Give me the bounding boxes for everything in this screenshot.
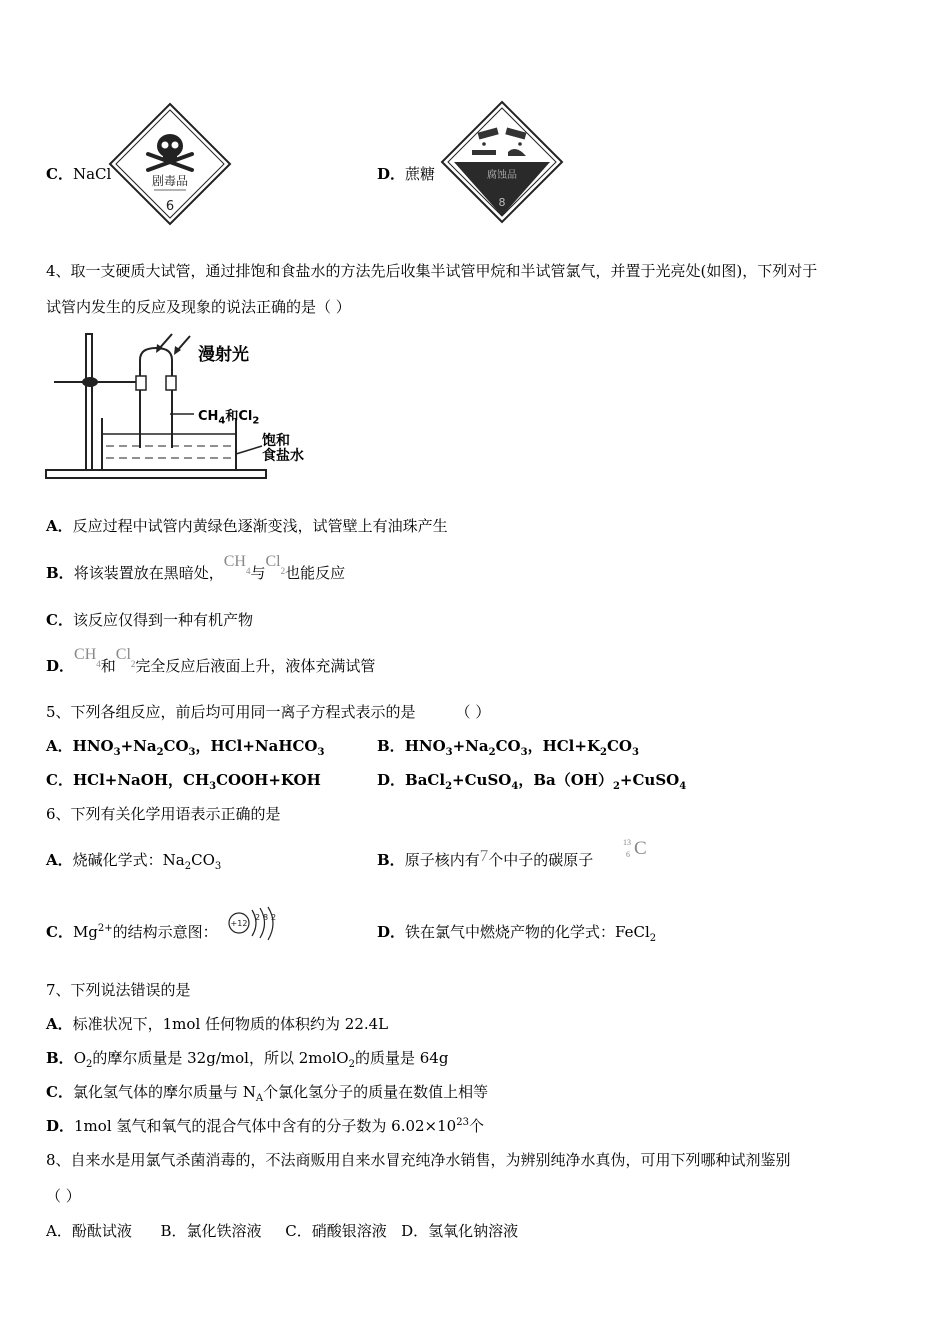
q7-option-d: D．1mol 氢气和氧气的混合气体中含有的分子数为 $6.02\times 10^{23}$个 — [46, 1117, 484, 1135]
shell-3-electrons: 2 — [271, 913, 277, 922]
corrosive-hazard-sign — [440, 100, 564, 224]
q4-apparatus-figure — [44, 330, 344, 492]
q4-option-c: C．该反应仅得到一种有机产物 — [46, 611, 253, 629]
q7-option-b: B．$O_2$的摩尔质量是 32g/mol，所以 2molO$_2$的质量是 64g — [46, 1049, 449, 1070]
option-label: D． — [377, 165, 406, 183]
toxic-sign-label: 剧毒品 — [151, 174, 189, 188]
mg-ion-structure-diagram — [226, 906, 278, 946]
q6-option-d: D．铁在氯气中燃烧产物的化学式：FeCl$_2$ — [377, 923, 657, 944]
shell-2-electrons: 8 — [263, 913, 269, 922]
option-text: 蔗糖 — [405, 165, 436, 183]
q3-option-d — [377, 164, 435, 184]
q8-stem-line1: 8、自来水是用氯气杀菌消毒的，不法商贩用自来水冒充纯净水销售，为辨别纯净水真伪，可用下列哪种试剂鉴别 — [46, 1151, 791, 1169]
toxic-sign-number: 6 — [165, 199, 175, 214]
q6-stem: 6、下列有关化学用语表示正确的是 — [46, 805, 281, 823]
q8-options: A．酚酞试液 B．氯化铁溶液 C．硝酸银溶液 D．氢氧化钠溶液 — [46, 1222, 519, 1240]
q4-option-a: A．反应过程中试管内黄绿色逐渐变浅，试管壁上有油珠产生 — [46, 517, 448, 535]
toxic-hazard-sign — [108, 102, 232, 226]
q7-stem: 7、下列说法错误的是 — [46, 981, 191, 999]
q4-option-b: B．将该装置放在黑暗处，$CH_4$与$Cl_2$也能反应 — [46, 553, 346, 582]
q6-option-b: B．原子核内有7个中子的碳原子 — [377, 846, 594, 869]
option-label: C． — [46, 165, 73, 183]
q5-option-a: A．$HNO_3+Na_2CO_3$，HCl+NaHCO$_3$ — [46, 737, 325, 758]
figure-light-label: 漫射光 — [198, 345, 249, 365]
q4-stem-line2: 试管内发生的反应及现象的说法正确的是（ ） — [46, 298, 351, 316]
q4-option-d: D．$CH_4$和$Cl_2$完全反应后液面上升，液体充满试管 — [46, 646, 376, 675]
corrosive-sign-label: 腐蚀品 — [487, 170, 517, 181]
figure-gas-label: $CH_4$和$Cl_2$ — [198, 409, 260, 427]
q4-stem-line1: 4、取一支硬质大试管，通过排饱和食盐水的方法先后收集半试管甲烷和半试管氯气，并置于光亮处(如图)，下列对于 — [46, 262, 818, 280]
q5-option-b: B．$HNO_3+Na_2CO_3$，$HCl+K_2CO_3$ — [377, 737, 639, 758]
q7-option-c: C．氯化氢气体的摩尔质量与 $N_A$个氯化氢分子的质量在数值上相等 — [46, 1083, 489, 1104]
q5-stem: 5、下列各组反应，前后均可用同一离子方程式表示的是 （ ） — [46, 703, 491, 721]
figure-water-label: 饱和 食盐水 — [262, 433, 304, 464]
q5-option-c: C．HCl+NaOH，$CH_3COOH+KOH$ — [46, 771, 321, 792]
q7-option-a: A．标准状况下，1mol 任何物质的体积约为 22.4L — [46, 1015, 389, 1033]
nucleus-charge: +12 — [230, 919, 248, 928]
q6-option-c: C．$Mg^{2+}$的结构示意图： — [46, 923, 218, 941]
q5-option-d: D．BaCl$_2$+CuSO$_4$，$Ba(OH)_2+CuSO_4$ — [377, 771, 687, 792]
corrosive-sign-number: 8 — [498, 196, 506, 209]
q8-stem-line2: （ ） — [46, 1187, 81, 1205]
q6-option-a: A．烧碱化学式：$Na_2CO_3$ — [46, 851, 222, 872]
q3-option-c — [46, 164, 111, 184]
option-text: NaCl — [72, 165, 112, 183]
shell-1-electrons: 2 — [255, 913, 261, 922]
